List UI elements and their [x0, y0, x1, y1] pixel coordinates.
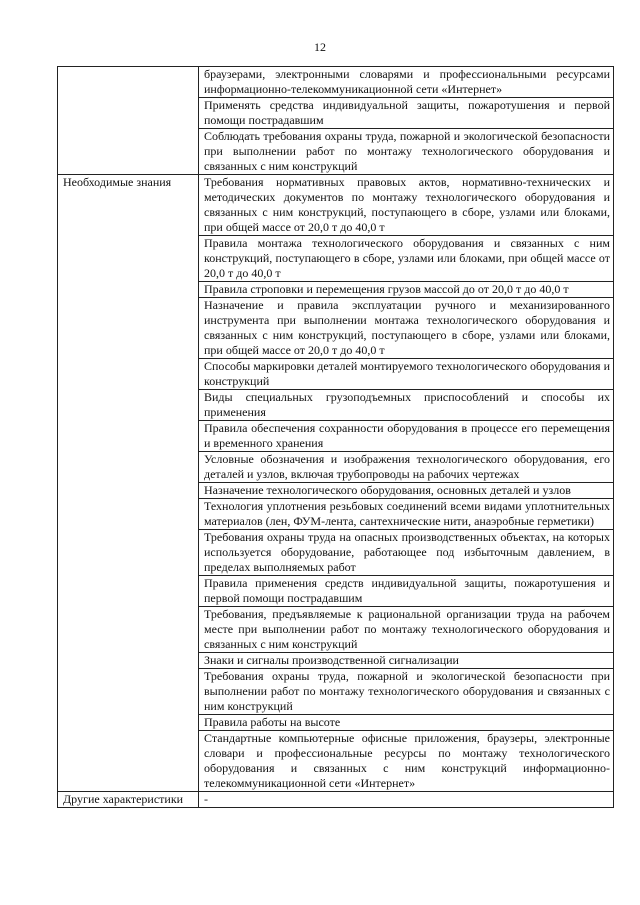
knowledge-item: Требования, предъявляемые к рациональной организации труда на рабочем месте при выполнении работ по монтажу технологического оборудования и связанных с ним конструкций — [199, 607, 614, 653]
knowledge-label: Необходимые знания — [58, 175, 199, 792]
table-row — [58, 175, 614, 236]
table-row — [58, 792, 614, 808]
other-characteristics-label: Другие характеристики — [58, 792, 199, 808]
knowledge-item: Стандартные компьютерные офисные приложения, браузеры, электронные словари и профессиональные ресурсы по монтажу технологического оборудования и связанных с ним конструкций информационно-телекоммуникационной сети «Интернет» — [199, 731, 614, 792]
knowledge-item: Требования нормативных правовых актов, нормативно-технических и методических документов по монтажу технологического оборудования и связанных с ним конструкций, поступающего в сборе, узлами или блоками, при общей массе от 20,0 т до 40,0 т — [199, 175, 614, 236]
knowledge-item: Условные обозначения и изображения технологического оборудования, его деталей и узлов, включая трубопроводы на рабочих чертежах — [199, 452, 614, 483]
knowledge-item: Назначение технологического оборудования, основных деталей и узлов — [199, 483, 614, 499]
knowledge-table — [57, 66, 614, 808]
skills-label-cell — [58, 67, 199, 175]
knowledge-item: Виды специальных грузоподъемных приспособлений и способы их применения — [199, 390, 614, 421]
skill-item: Соблюдать требования охраны труда, пожарной и экологической безопасности при выполнении работ по монтажу технологического оборудования и связанных с ним конструкций — [199, 129, 614, 175]
knowledge-item: Требования охраны труда, пожарной и экологической безопасности при выполнении работ по монтажу технологического оборудования и связанных с ним конструкций — [199, 669, 614, 715]
knowledge-item: Правила обеспечения сохранности оборудования в процессе его перемещения и временного хранения — [199, 421, 614, 452]
knowledge-item: Правила применения средств индивидуальной защиты, пожаротушения и первой помощи пострадавшим — [199, 576, 614, 607]
skill-item: Применять средства индивидуальной защиты, пожаротушения и первой помощи пострадавшим — [199, 98, 614, 129]
skill-item: браузерами, электронными словарями и профессиональными ресурсами информационно-телекоммуникационной сети «Интернет» — [199, 67, 614, 98]
page-number: 12 — [314, 40, 326, 54]
knowledge-item: Технология уплотнения резьбовых соединений всеми видами уплотнительных материалов (лен, ФУМ-лента, сантехнические нити, анаэробные герметики) — [199, 499, 614, 530]
knowledge-item: Требования охраны труда на опасных производственных объектах, на которых используется оборудование, работающее под избыточным давлением, в пределах выполняемых работ — [199, 530, 614, 576]
knowledge-item: Правила работы на высоте — [199, 715, 614, 731]
knowledge-item: Способы маркировки деталей монтируемого технологического оборудования и конструкций — [199, 359, 614, 390]
knowledge-item: Правила строповки и перемещения грузов массой до от 20,0 т до 40,0 т — [199, 282, 614, 298]
table-row — [58, 67, 614, 98]
other-characteristics-value: - — [199, 792, 614, 808]
knowledge-item: Знаки и сигналы производственной сигнализации — [199, 653, 614, 669]
knowledge-item: Правила монтажа технологического оборудования и связанных с ним конструкций, поступающего в сборе, узлами или блоками, при общей массе от 20,0 т до 40,0 т — [199, 236, 614, 282]
knowledge-item: Назначение и правила эксплуатации ручного и механизированного инструмента при выполнении монтажа технологического оборудования и связанных с ним конструкций, поступающего в сборе, узлами или блоками, при общей массе от 20,0 т до 40,0 т — [199, 298, 614, 359]
